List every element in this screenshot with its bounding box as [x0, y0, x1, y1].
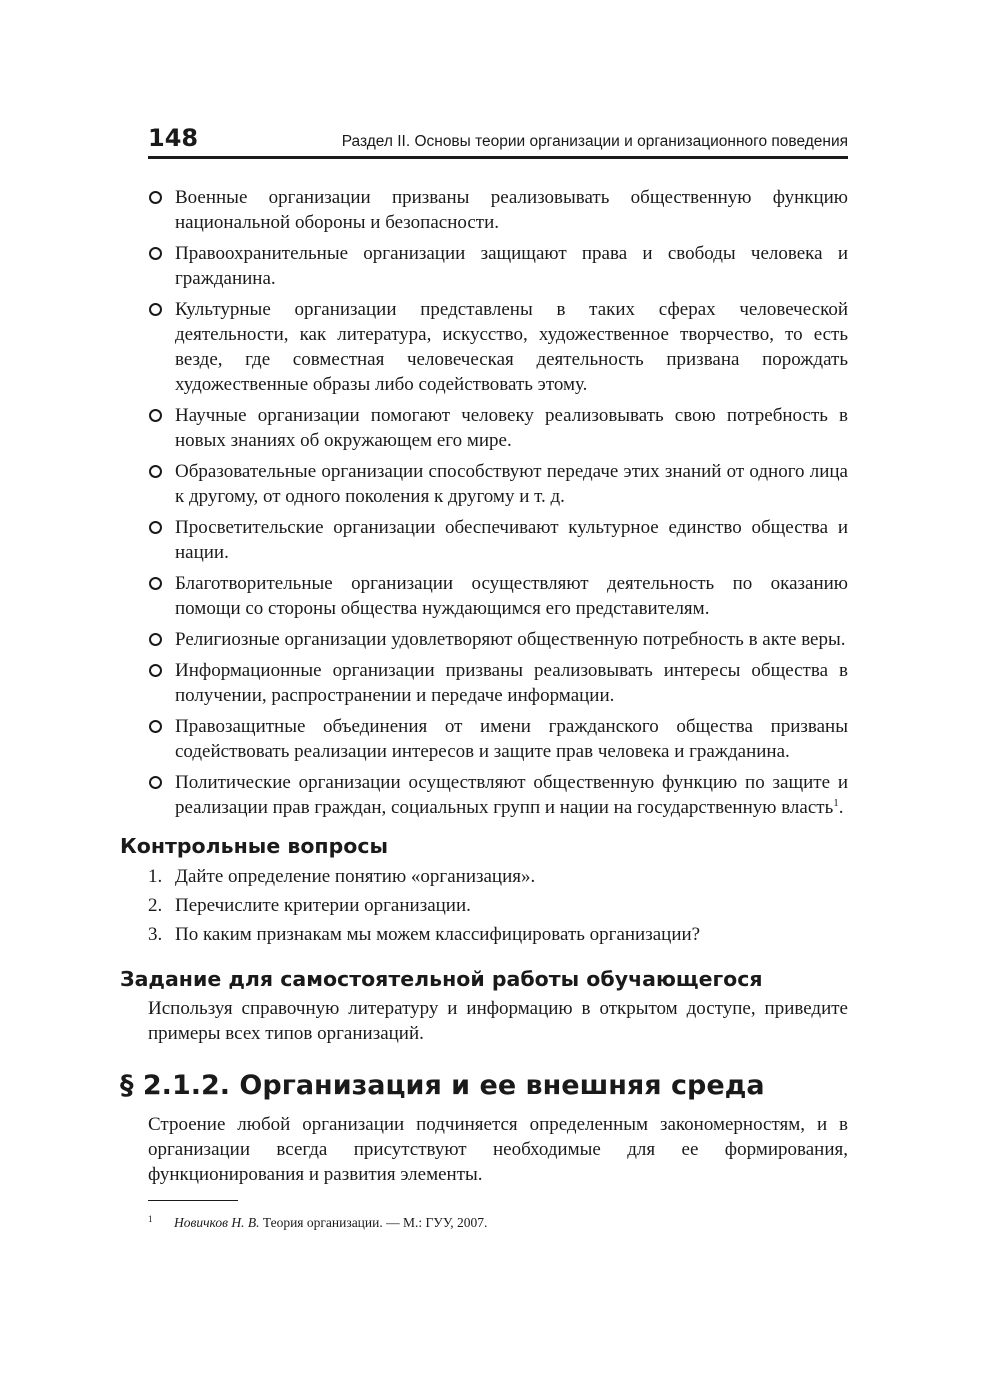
- task-heading: Задание для самостоятельной работы обучающегося: [120, 967, 763, 991]
- questions-list: [148, 865, 848, 952]
- question-item: [148, 923, 848, 947]
- ring-bullet-icon: [149, 664, 162, 677]
- ring-bullet-icon: [149, 303, 162, 316]
- question-number: 2.: [148, 895, 163, 916]
- sentence-end: .: [838, 797, 844, 818]
- running-title: Раздел II. Основы теории организации и организационного поведения: [341, 133, 848, 150]
- question-number: 3.: [148, 924, 163, 945]
- list-item: [148, 403, 848, 453]
- organization-types-list: [148, 185, 848, 826]
- question-text: По каким признакам мы можем классифицировать организации?: [175, 924, 701, 945]
- footnote-body: [174, 1214, 487, 1232]
- ring-bullet-icon: [149, 776, 162, 789]
- list-item-text: Просветительские организации обеспечивают культурное единство общества и нации.: [175, 517, 848, 563]
- ring-bullet-icon: [149, 720, 162, 733]
- footnote-reference: 1: [833, 797, 839, 809]
- list-item: [148, 658, 848, 708]
- question-text: Перечислите критерии организации.: [175, 895, 471, 916]
- list-item: [148, 515, 848, 565]
- question-text: Дайте определение понятию «организация».: [175, 866, 536, 887]
- list-item: [148, 241, 848, 291]
- list-item: [148, 571, 848, 621]
- list-item: [148, 459, 848, 509]
- list-item-text: Правозащитные объединения от имени гражданского общества призваны содействовать реализации интересов и защите прав человека и гражданина.: [175, 716, 848, 762]
- ring-bullet-icon: [149, 247, 162, 260]
- list-item-text: Военные организации призваны реализовывать общественную функцию национальной обороны и безопасности.: [175, 187, 848, 233]
- question-item: [148, 865, 848, 889]
- list-item-text: Информационные организации призваны реализовывать интересы общества в получении, распространении и передаче информации.: [175, 660, 848, 706]
- list-item-text: Культурные организации представлены в таких сферах человеческой деятельности, как литература, искусство, художественное творчество, то есть везде, где совместная человеческая деятельность призвана порождать художественные образы либо содействовать этому.: [175, 299, 848, 395]
- ring-bullet-icon: [149, 633, 162, 646]
- list-item: [148, 770, 848, 820]
- question-item: [148, 894, 848, 918]
- footnote-number: 1: [148, 1214, 153, 1224]
- section-paragraph: Строение любой организации подчиняется определенным закономерностям, и в организации всегда присутствуют необходимые для ее формирования, функционирования и развития элементы.: [148, 1114, 848, 1185]
- ring-bullet-icon: [149, 465, 162, 478]
- page-header: [148, 124, 848, 159]
- ring-bullet-icon: [149, 577, 162, 590]
- footnote-text: Теория организации. — М.: ГУУ, 2007.: [259, 1215, 488, 1230]
- list-item-text: Политические организации осуществляют общественную функцию по защите и реализации прав граждан, социальных групп и нации на государственную власть: [175, 772, 848, 818]
- footnote-author: Новичков Н. В.: [174, 1215, 260, 1230]
- list-item-text: Научные организации помогают человеку реализовывать свою потребность в новых знаниях об окружающем его мире.: [175, 405, 848, 451]
- task-text: Используя справочную литературу и информацию в открытом доступе, приведите примеры всех типов организаций.: [148, 998, 848, 1044]
- list-item: [148, 185, 848, 235]
- ring-bullet-icon: [149, 521, 162, 534]
- ring-bullet-icon: [149, 191, 162, 204]
- list-item-text: Религиозные организации удовлетворяют общественную потребность в акте веры.: [175, 629, 846, 650]
- list-item: [148, 627, 848, 652]
- list-item: [148, 714, 848, 764]
- list-item-text: Правоохранительные организации защищают права и свободы человека и гражданина.: [175, 243, 848, 289]
- list-item-text: Благотворительные организации осуществляют деятельность по оказанию помощи со стороны общества нуждающимся его представителям.: [175, 573, 848, 619]
- ring-bullet-icon: [149, 409, 162, 422]
- footnote-divider: [148, 1200, 238, 1201]
- page-number: 148: [148, 124, 199, 152]
- question-number: 1.: [148, 866, 163, 887]
- section-heading: § 2.1.2. Организация и ее внешняя среда: [120, 1070, 765, 1101]
- list-item: [148, 297, 848, 397]
- list-item-text: Образовательные организации способствуют передаче этих знаний от одного лица к другому, от одного поколения к другому и т. д.: [175, 461, 848, 507]
- questions-heading: Контрольные вопросы: [120, 834, 389, 858]
